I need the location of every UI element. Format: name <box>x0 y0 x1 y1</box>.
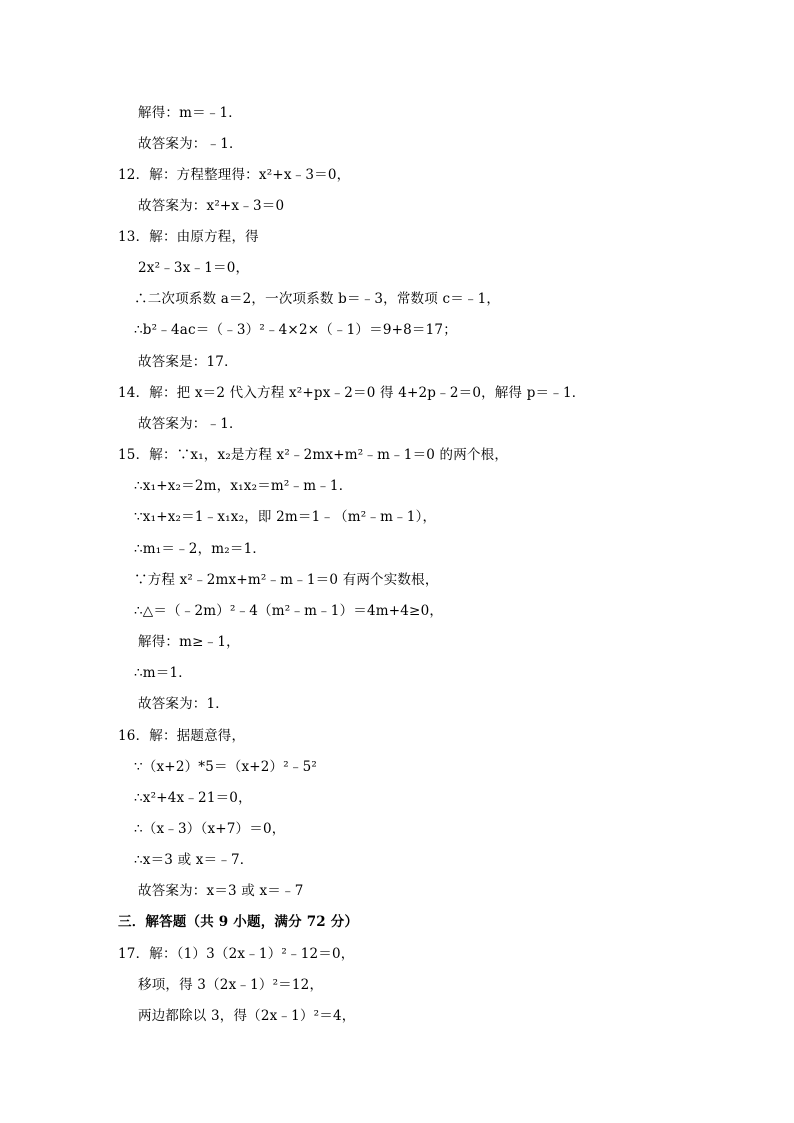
text-line: 故答案为：x＝3 或 x＝﹣7 <box>138 883 304 899</box>
text-line: ∵x₁+x₂＝1﹣x₁x₂，即 2m＝1﹣（m²﹣m﹣1）， <box>134 509 437 525</box>
text-line: 12．解：方程整理得：x²+x﹣3＝0， <box>118 167 351 183</box>
text-line: 17．解：（1）3（2x﹣1）²﹣12＝0， <box>118 946 355 962</box>
text-line: 解得：m≥﹣1， <box>138 634 240 650</box>
text-line: ∵（x+2）*5＝（x+2）²﹣5² <box>134 759 317 775</box>
text-line: 故答案为：﹣1． <box>138 416 243 432</box>
text-line: 解得：m＝﹣1． <box>138 105 242 121</box>
text-line: ∴△＝（﹣2m）²﹣4（m²﹣m﹣1）＝4m+4≥0， <box>134 603 444 619</box>
text-line: 13．解：由原方程，得 <box>118 229 259 245</box>
text-line: ∴b²﹣4ac＝（﹣3）²﹣4×2×（﹣1）＝9+8＝17； <box>134 322 457 338</box>
text-line: 2x²﹣3x﹣1＝0， <box>138 260 250 276</box>
text-line: ∴x＝3 或 x＝﹣7． <box>134 852 254 868</box>
text-line: 故答案是：17． <box>138 354 238 370</box>
text-line: 故答案为：x²+x﹣3＝0 <box>138 198 285 214</box>
text-line: ∴x²+4x﹣21＝0， <box>134 790 252 806</box>
text-line: ∵方程 x²﹣2mx+m²﹣m﹣1＝0 有两个实数根， <box>134 572 439 588</box>
text-line: 移项，得 3（2x﹣1）²＝12， <box>138 977 324 993</box>
text-line: 14．解：把 x＝2 代入方程 x²+px﹣2＝0 得 4+2p﹣2＝0，解得 p＝﹣1． <box>118 385 586 401</box>
text-line: 两边都除以 3，得（2x﹣1）²＝4， <box>138 1008 356 1024</box>
text-line: 故答案为：﹣1． <box>138 136 243 152</box>
text-line: ∴m₁＝﹣2，m₂＝1． <box>134 541 267 557</box>
text-line: 16．解：据题意得， <box>118 728 246 744</box>
text-line: ∴x₁+x₂＝2m，x₁x₂＝m²﹣m﹣1． <box>134 478 353 494</box>
text-line: 15．解：∵x₁，x₂是方程 x²﹣2mx+m²﹣m﹣1＝0 的两个根， <box>118 447 509 463</box>
text-line: ∴（x﹣3）（x+7）＝0， <box>134 821 286 837</box>
section-heading: 三．解答题（共 9 小题，满分 72 分） <box>118 914 359 930</box>
text-line: ∴m＝1． <box>134 665 192 681</box>
text-line: ∴二次项系数 a＝2，一次项系数 b＝﹣3，常数项 c＝﹣1， <box>134 291 501 307</box>
text-line: 故答案为：1． <box>138 696 229 712</box>
